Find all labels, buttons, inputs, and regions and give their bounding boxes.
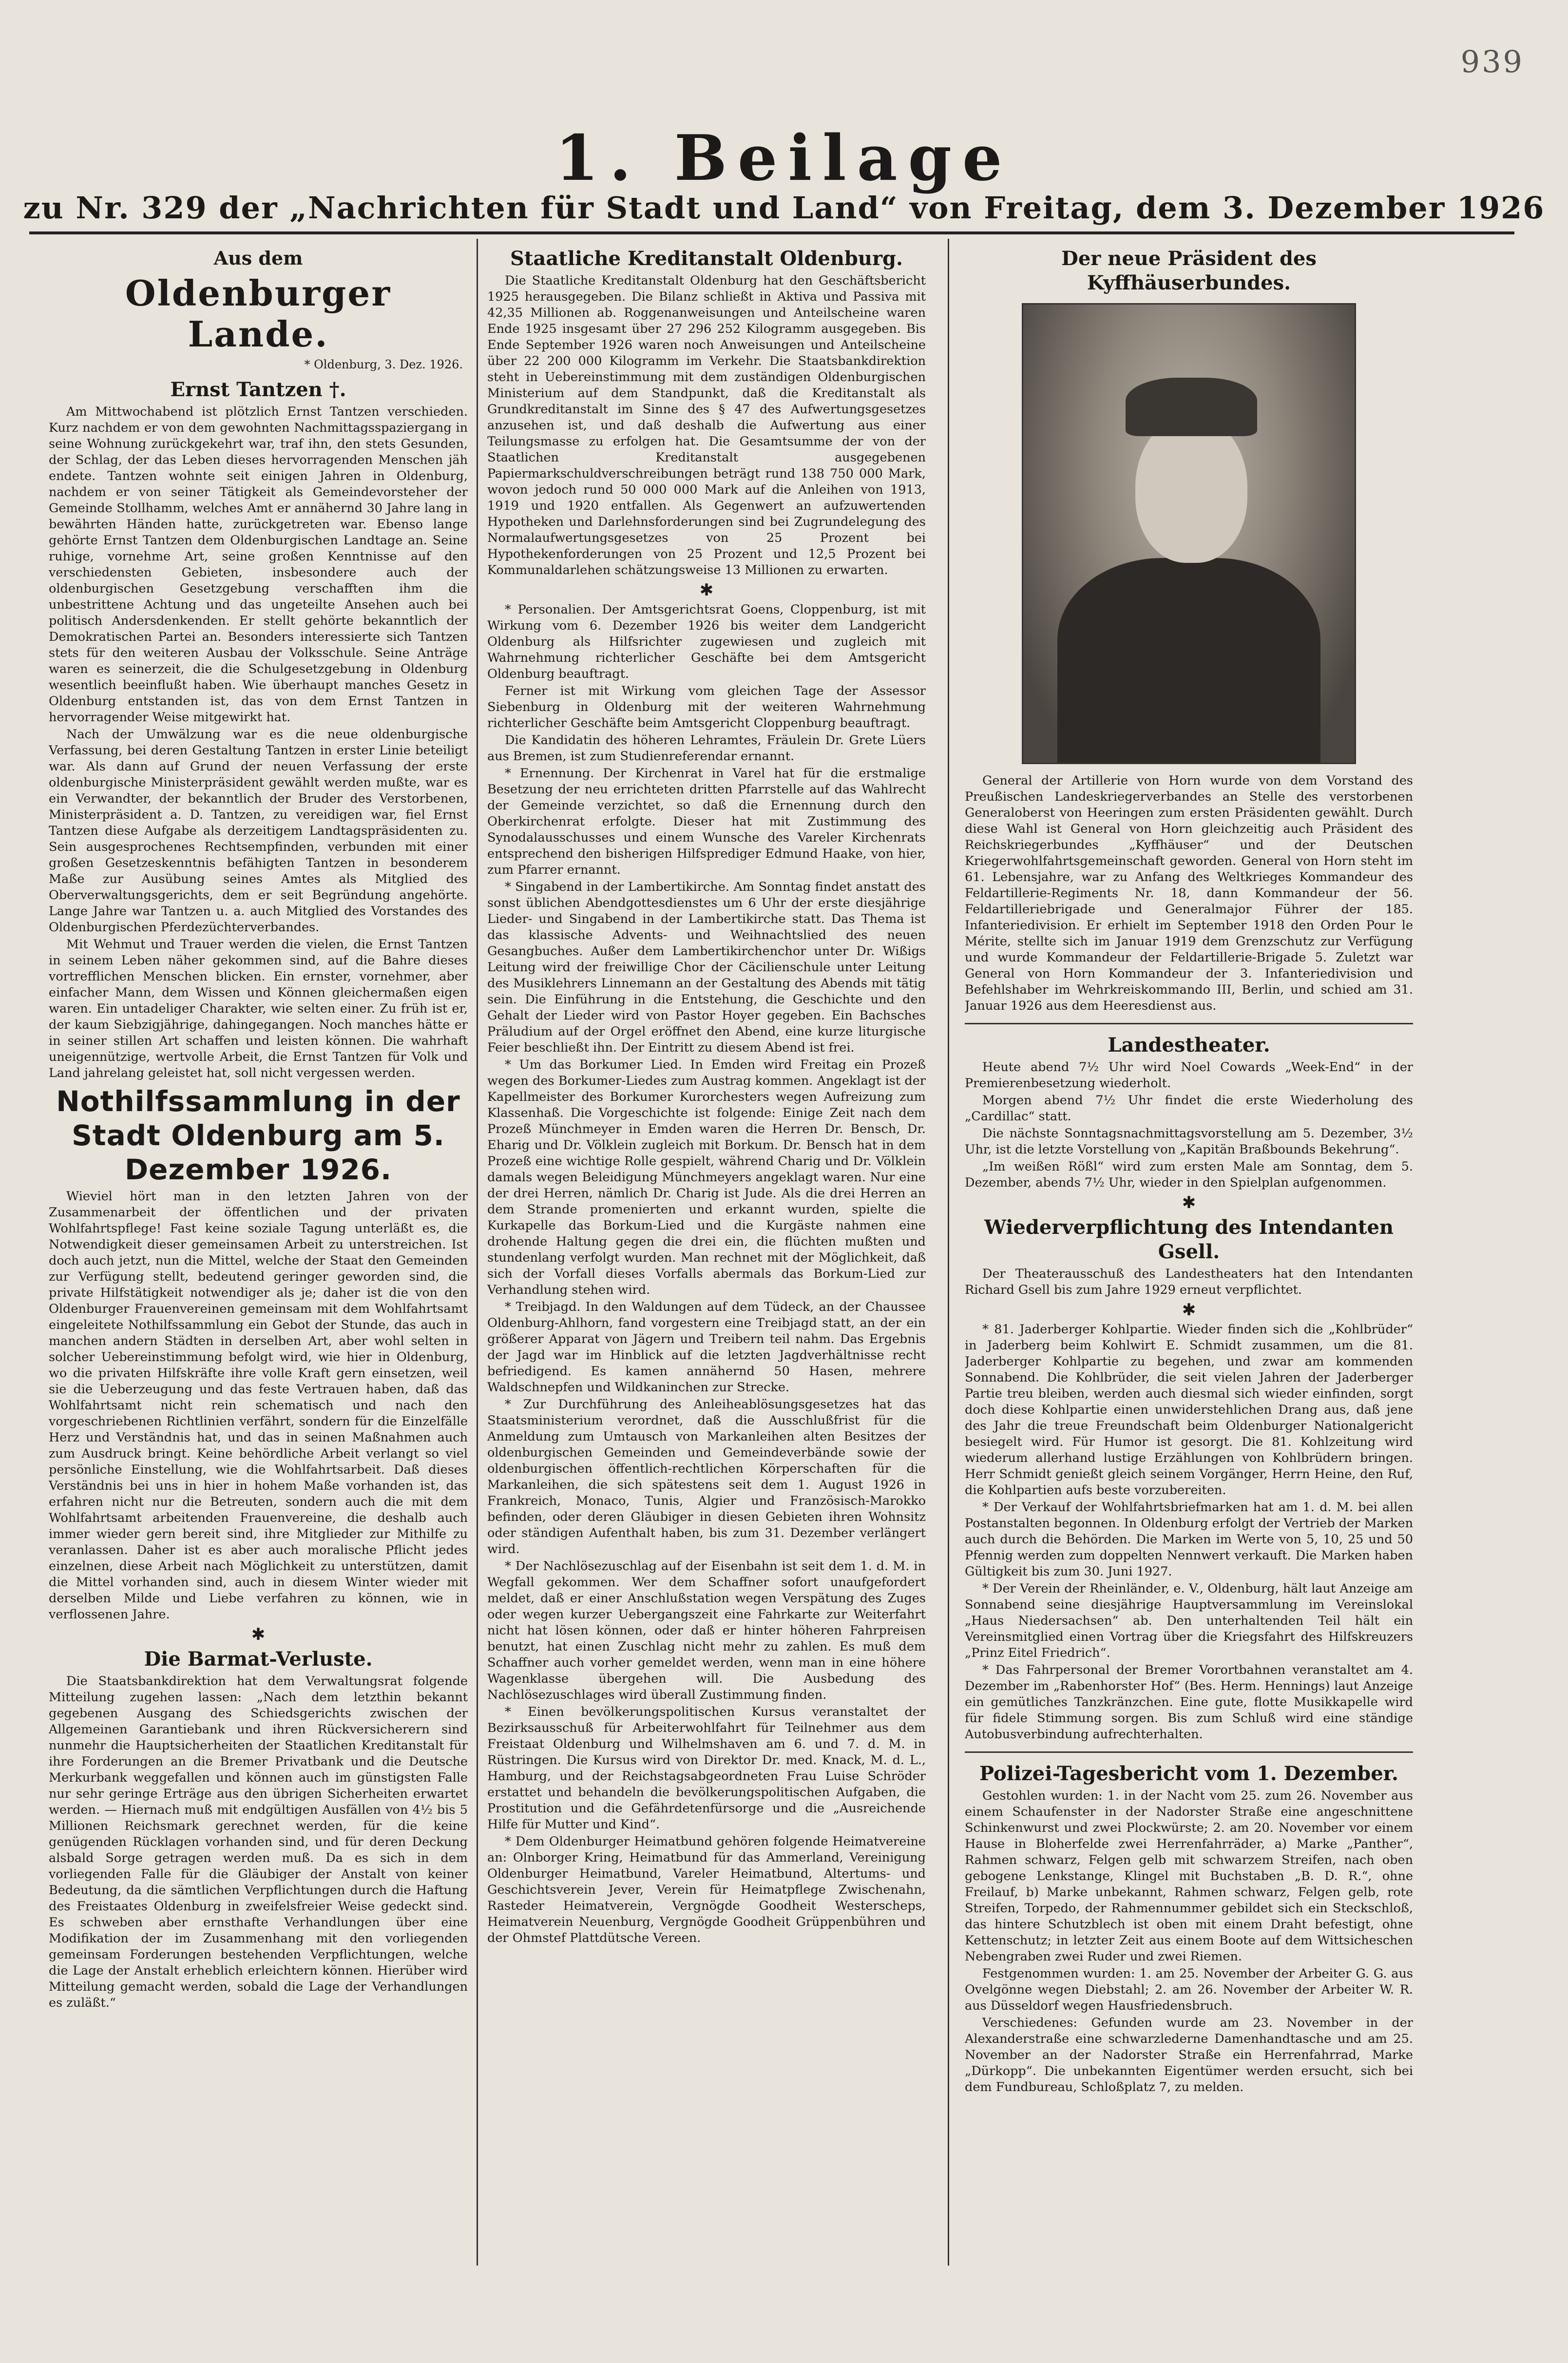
column-divider [948,239,949,2266]
article-paragraph: * Treibjagd. In den Waldungen auf dem Tüdeck, an der Chaussee Oldenburg-Ahlhorn, fand vorgestern eine Treibjagd statt, an der ein größerer Apparat von Jägern und Treibern teil nahm. Das Ergebnis der Jagd war im Hinblick auf die letzten Jagdverhältnisse recht befriedigend. Es kamen annähernd 50 Hasen, mehrere Waldschnepfen und Wildkaninchen zur Strecke. [487,1300,926,1395]
article-headline: Der neue Präsident des Kyffhäuserbundes. [1061,247,1317,294]
article-paragraph: Die nächste Sonntagsnachmittagsvorstellung am 5. Dezember, 3½ Uhr, ist die letzte Vorstellung von „Kapitän Braßbounds Bekehrung“. [965,1126,1413,1157]
article-paragraph: Am Mittwochabend ist plötzlich Ernst Tantzen verschieden. Kurz nachdem er von dem gewohnten Nachmittagsspaziergang in seine Wohnung zurückgekehrt war, traf ihn, den stets Gesunden, der Schlag, der das Leben dieses hervorragenden Menschen jäh endete. Tantzen wohnte seit einigen Jahren in Oldenburg, nachdem er von seiner Tätigkeit als Gemeindevorsteher der Gemeinde Stollhamm, welches Amt er annähernd 30 Jahre lang in bewährten Händen hatte, zurückgetreten war. Ebenso lange gehörte Ernst Tantzen dem Oldenburgischen Landtage an. Seine ruhige, vornehme Art, seine großen Kenntnisse auf den verschiedensten Gebieten, insbesondere auch der oldenburgischen Gesetzgebung verschafften ihm die unbestrittene Achtung und das ungeteilte Ansehen auch bei politisch Andersdenkenden. Er stellt gehörte bekanntlich der Demokratischen Partei an. Besonders interessierte sich Tantzen stets für den weiteren Ausbau der Volksschule. Seine Anträge waren es seinerzeit, die die Schulgesetzgebung in Oldenburg wesentlich beeinflußt haben. Wie überhaupt manches Gesetz in Oldenburg entstanden ist, das von dem Ernst Tantzen in hervorragender Weise mitgewirkt hat. [49,404,468,725]
separator-star: ✱ [1182,1300,1196,1320]
separator-star: ✱ [251,1625,266,1644]
supplement-title: 1. Beilage [555,122,1013,195]
article-paragraph: * Dem Oldenburger Heimatbund gehören folgende Heimatvereine an: Olnborger Kring, Heimatbund für das Ammerland, Vereinigung Oldenburger Heimatbund, Vareler Heimatbund, Altertums- und Geschichtsverein Jever, Verein für Heimatpflege Zwischenahn, Rasteder Heimatverein, Vergnögde Goodheit Westerscheps, Heimatverein Neuenburg, Vergnögde Goodheit Grüppenbühren und der Ohmstef Plattdütsche Vereen. [487,1834,926,1945]
photo-caption: General der Artillerie von Horn wurde von dem Vorstand des Preußischen Landeskriegerverbandes an Stelle des verstorbenen Generaloberst von Heeringen zum ersten Präsidenten gewählt. Durch diese Wahl ist General von Horn gleichzeitig auch Präsident des Reichskriegerbundes „Kyffhäuser“ und der Deutschen Kriegerwohlfahrtsgemeinschaft geworden. General von Horn steht im 61. Lebensjahre, war zu Anfang des Weltkrieges Kommandeur des Feldartillerie-Regiments Nr. 18, dann Kommandeur der 56. Feldartilleriebrigade und Generalmajor Führer der 185. Infanteriedivision. Er erhielt im September 1918 den Orden Pour le Mérite, stellte sich im Januar 1919 dem Grenzschutz zur Verfügung und wurde Kommandeur der Feldartillerie-Brigade 5. Zuletzt war General von Horn Kommandeur der 3. Infanteriedivision und Befehlshaber im Wehrkreiskommando III, Berlin, und schied am 31. Januar 1926 aus dem Heeresdienst aus. [965,773,1413,1013]
portrait-photo [1022,303,1356,764]
article-paragraph: Ferner ist mit Wirkung vom gleichen Tage der Assessor Siebenburg in Oldenburg mit der weiteren Wahrnehmung richterlicher Geschäfte beim Amtsgericht Cloppenburg beauftragt. [487,684,926,730]
article-paragraph: Die Staatliche Kreditanstalt Oldenburg hat den Geschäftsbericht 1925 herausgegeben. Die Bilanz schließt in Aktiva und Passiva mit 42,35 Millionen ab. Roggenanweisungen und Anteilscheine waren Ende 1925 insgesamt über 27 296 252 Kilogramm ausgegeben. Bis Ende September 1926 waren noch Anweisungen und Anteilscheine über 22 200 000 Kilogramm im Verkehr. Die Staatsbankdirektion steht in Uebereinstimmung mit dem zuständigen Oldenburgischen Ministerium auf dem Standpunkt, daß die Kreditanstalt als Grundkreditanstalt im Sinne des § 47 des Aufwertungsgesetzes anzusehen ist, und daß deshalb die Aufwertung aus einer Teilungsmasse zu erfolgen hat. Die Gesamtsumme der von der Staatlichen Kreditanstalt ausgegebenen Papiermarkschuldverschreibungen beträgt rund 138 750 000 Mark, wovon jedoch rund 50 000 000 Mark auf die Anleihen von 1913, 1919 und 1920 entfallen. Als Gegenwert an aufzuwertenden Hypotheken und Darlehnsforderungen sind bei Zugrundelegung des Normalaufwertungsgesetzes von 25 Prozent bei Hypothekenforderungen von 25 Prozent und 12,5 Prozent bei Kommunaldarlehen schätzungsweise 13 Millionen zu erwarten. [487,273,926,577]
article-paragraph: * Der Verkauf der Wohlfahrtsbriefmarken hat am 1. d. M. bei allen Postanstalten begonnen. In Oldenburg erfolgt der Vertrieb der Marken auch durch die Behörden. Die Marken im Werte von 5, 10, 25 und 50 Pfennig werden zum doppelten Nennwert verkauft. Die Marken haben Gültigkeit bis zum 30. Juni 1927. [965,1500,1413,1579]
article-headline: Landestheater. [1108,1034,1270,1057]
article-headline: Wiederverpflichtung des Intendanten Gsell. [984,1216,1394,1263]
article-paragraph: Die Kandidatin des höheren Lehramtes, Fräulein Dr. Grete Lüers aus Bremen, ist zum Studienreferendar ernannt. [487,733,926,764]
column-divider [477,239,478,2266]
article-headline: Ernst Tantzen †. [170,378,346,401]
article-headline: Staatliche Kreditanstalt Oldenburg. [510,247,903,270]
article-paragraph: Festgenommen wurden: 1. am 25. November der Arbeiter G. G. aus Ovelgönne wegen Diebstahl; 2. am 26. November der Arbeiter W. R. aus Düsseldorf wegen Hausfriedensbruch. [965,1966,1413,2013]
separator-star: ✱ [699,580,714,600]
article-paragraph: * Das Fahrpersonal der Bremer Vorortbahnen veranstaltet am 4. Dezember im „Rabenhorster Hof“ (Bes. Herm. Hennings) laut Anzeige ein gemütliches Tanzkränzchen. Eine gute, flotte Musikkapelle wird für fidele Stimmung sorgen. Bis zum Schluß wird eine ständige Autobusverbindung aufrechterhalten. [965,1663,1413,1742]
article-paragraph: Morgen abend 7½ Uhr findet die erste Wiederholung des „Cardillac“ statt. [965,1093,1413,1124]
article-paragraph: Die Staatsbankdirektion hat dem Verwaltungsrat folgende Mitteilung zugehen lassen: „Nach dem letzthin bekannt gegebenen Ausgang des Schiedsgerichts zwischen der Allgemeinen Garantiebank und ihren Rückversicherern sind nunmehr die Hauptsicherheiten der Staatlichen Kreditanstalt für ihre Forderungen an die Bremer Privatbank und die Deutsche Merkurbank weggefallen und können auch im günstigsten Falle nur sehr geringe Erträge aus den übrigen Sicherheiten erwartet werden. — Hiernach muß mit endgültigen Ausfällen von 4½ bis 5 Millionen Reichsmark gerechnet werden, für die keine genügenden Rücklagen vorhanden sind, und für deren Deckung alsbald Sorge getragen werden muß. Da es sich in dem vorliegenden Falle für die Gläubiger der Anstalt von keiner Bedeutung, da die sämtlichen Verpflichtungen durch die Haftung des Freistaates Oldenburg in zweifelsfreier Weise gedeckt sind. Es schweben aber ernsthafte Verhandlungen über eine Modifikation der im Zusammenhang mit den vorliegenden gemeinsam Forderungen bestehenden Verpflichtungen, welche die Lage der Anstalt erheblich erleichtern können. Hierüber wird Mitteilung gemacht werden, sobald die Lage der Verhandlungen es zuläßt.“ [49,1674,468,2010]
article-paragraph: Verschiedenes: Gefunden wurde am 23. November in der Alexanderstraße eine schwarzlederne Damenhandtasche und am 25. November an der Nadorster Straße ein Herrenfahrrad, Marke „Dürkopp“. Die unbekannten Eigentümer werden ersucht, sich bei dem Fundbureau, Schloßplatz 7, zu melden. [965,2016,1413,2094]
column-left [49,244,468,2193]
article-paragraph: Nach der Umwälzung war es die neue oldenburgische Verfassung, bei deren Gestaltung Tantzen in erster Linie beteiligt war. Als dann auf Grund der neuen Verfassung der erste oldenburgische Ministerpräsident gewählt werden mußte, war es ein Verwandter, der bekanntlich der Bruder des Verstorbenen, Ministerpräsident a. D. Tantzen, zu vereidigen war, fiel Ernst Tantzen diese Aufgabe als derzeitigem Landtagspräsidenten zu. Sein ausgesprochenes Rechtsempfinden, verbunden mit einer großen Gesetzeskenntnis befähigten Tantzen in besonderem Maße zur Ausübung seines Amtes als Mitglied des Oberverwaltungsgerichts, dem er seit Begründung angehörte. Lange Jahre war Tantzen u. a. auch Mitglied des Vorstandes des Oldenburgischen Pferdezüchterverbandes. [49,727,468,935]
section-kicker: Aus dem [213,247,303,269]
face-shape [1135,417,1247,563]
article-paragraph: Wieviel hört man in den letzten Jahren von der Zusammenarbeit der öffentlichen und der privaten Wohlfahrtspflege! Fast keine soziale Tagung unterläßt es, die Notwendigkeit dieser gemeinsamen Arbeit zu unterstreichen. Ist doch auch jetzt, nun die Mittel, welche der Staat den Gemeinden zur Verfügung stellt, bedeutend geringer geworden sind, die private Hilfstätigkeit notwendiger als je; daher ist die von den Oldenburger Frauenvereinen gemeinsam mit dem Wohlfahrtsamt eingeleitete Nothilfssammlung ein Gebot der Stunde, das auch in manchen andern Städten in derselben Art, aber wohl selten in solcher Uebereinstimmung befolgt wird, wie hier in Oldenburg, wo die privaten Hilfskräfte ihre volle Kraft gern einsetzen, weil sie die Ueberzeugung und das feste Vertrauen haben, daß das Wohlfahrtsamt nicht rein schematisch und nach den vorgeschriebenen Richtlinien verfährt, sondern für die Einzelfälle Herz und Verständnis hat, und das in seinen Maßnahmen auch zum Ausdruck bringt. Keine behördliche Arbeit verlangt so viel persönliche Einstellung, wie die Wohlfahrtsarbeit. Daß dieses Verständnis bei uns in hier in hohem Maße vorhanden ist, das erfahren nicht nur die Betreuten, sondern auch die mit dem Wohlfahrtsamt arbeitenden Frauenvereine, die deshalb auch immer wieder gern bereit sind, ihre Mitglieder zur Mithilfe zu veranlassen. Daher ist es aber auch moralische Pflicht jedes einzelnen, diese Arbeit nach Möglichkeit zu unterstützen, damit die Mittel vorhanden sind, auch in diesem Winter wieder mit derselben Milde und Liebe verfahren zu können, wie in verflossenen Jahre. [49,1189,468,1622]
cap-shape [1126,378,1257,436]
column-right [965,244,1413,2266]
article-paragraph: Heute abend 7½ Uhr wird Noel Cowards „Week-End“ in der Premierenbesetzung wiederholt. [965,1060,1413,1091]
article-paragraph: * Ernennung. Der Kirchenrat in Varel hat für die erstmalige Besetzung der neu errichteten dritten Pfarrstelle auf das Wahlrecht der Gemeinde verzichtet, so daß die Ernennung durch den Oberkirchenrat erfolgte. Dieser hat mit Zustimmung des Synodalausschusses und einem Wunsche des Vareler Kirchenrats entsprechend den bisherigen Hilfsprediger Edmund Haake, von hier, zum Pfarrer ernannt. [487,766,926,877]
article-paragraph: „Im weißen Rößl“ wird zum ersten Male am Sonntag, dem 5. Dezember, abends 7½ Uhr, wieder in den Spielplan aufgenommen. [965,1159,1413,1190]
article-paragraph: Mit Wehmut und Trauer werden die vielen, die Ernst Tantzen in seinem Leben näher gekommen sind, auf die Bahre dieses vortrefflichen Menschen blicken. Ein ernster, vornehmer, aber einfacher Mann, dem Wissen und Können gleichermaßen eigen waren. Ein untadeliger Charakter, wie selten einer. Zu früh ist er, der kaum Siebzigjährige, dahingegangen. Noch manches hätte er in seiner stillen Art schaffen und leisten können. Die wahrhaft uneigennützige, wertvolle Arbeit, die Ernst Tantzen für Volk und Land jahrelang geleistet hat, soll nicht vergessen werden. [49,937,468,1080]
article-paragraph: Gestohlen wurden: 1. in der Nacht vom 25. zum 26. November aus einem Schaufenster in der Nadorster Straße eine angeschnittene Schinkenwurst und zwei Plockwürste; 2. am 20. November vor einem Hause in Bloherfelde zwei Herrenfahrräder, a) Marke „Panther“, Rahmen schwarz, Felgen gelb mit schwarzem Streifen, nach oben gebogene Lenkstange, Klingel mit Buchstaben „B. D. R.“, ohne Freilauf, b) Marke unbekannt, Rahmen schwarz, Felgen gelb, rote Streifen, Torpedo, der Rahmennummer gebildet sich ein Steckschloß, das hintere Schutzblech ist oben mit einem Draht befestigt, ohne Kettenschutz; in letzter Zeit aus einem Boote auf dem Wittsicheschen Nebengraben zwei Ruder und zwei Riemen. [965,1788,1413,1964]
article-headline: Polizei-Tagesbericht vom 1. Dezember. [979,1762,1398,1785]
article-paragraph: * Personalien. Der Amtsgerichtsrat Goens, Cloppenburg, ist mit Wirkung vom 6. Dezember 1926 bis weiter dem Landgericht Oldenburg als Hilfsrichter zugewiesen und zugleich mit Wahrnehmung richterlicher Geschäfte bei dem Amtsgericht Oldenburg beauftragt. [487,602,926,681]
article-headline: Nothilfssammlung in der Stadt Oldenburg am 5. Dezember 1926. [56,1085,460,1186]
dateline: * Oldenburg, 3. Dez. 1926. [304,358,463,371]
section-rule [965,1023,1413,1024]
article-paragraph: Der Theaterausschuß des Landestheaters hat den Intendanten Richard Gsell bis zum Jahre 1929 erneut verpflichtet. [965,1267,1413,1297]
article-paragraph: * Um das Borkumer Lied. In Emden wird Freitag ein Prozeß wegen des Borkumer-Liedes zum Austrag kommen. Angeklagt ist der Kapellmeister des Borkumer Kurorchesters wegen Aufreizung zum Klassenhaß. Die Vorgeschichte ist folgende: Einige Zeit nach dem Prozeß Münchmeyer in Emden waren die Herren Dr. Bensch, Dr. Eharig und Dr. Völklein zugleich mit Borkum. Dr. Bensch hat in dem Prozeß eine wichtige Rolle gespielt, während Charig und Dr. Völklein damals wegen Beleidigung Münchmeyers angeklagt waren. Nur eine der drei Herren, nämlich Dr. Charig ist Jude. Als die drei Herren an dem Strande promenierten und erkannt wurden, spielte die Kurkapelle das Borkum-Lied und die Kurgäste nahmen eine drohende Haltung gegen die drei ein, die flüchten mußten und stundenlang verfolgt wurden. Man rechnet mit der Möglichkeit, daß sich der Vorfall dieses Vorfalls abermals das Borkum-Lied zur Verhandlung stehen wird. [487,1057,926,1297]
issue-subtitle: zu Nr. 329 der „Nachrichten für Stadt und Land“ von Freitag, dem 3. Dezember 1926 [23,190,1545,226]
article-paragraph: * Einen bevölkerungspolitischen Kursus veranstaltet der Bezirksausschuß für Arbeiterwohlfahrt für Teilnehmer aus dem Freistaat Oldenburg und Wilhelmshaven am 6. und 7. d. M. in Rüstringen. Die Kursus wird von Direktor Dr. med. Knack, M. d. L., Hamburg, und der Reichstagsabgeordneten Frau Luise Schröder erstattet und behandeln die bevölkerungspolitischen Aufgaben, die Prostitution und die Gefährdetenfürsorge und die „Ausreichende Hilfe für Mutter und Kind“. [487,1705,926,1832]
uniform-shape [1057,558,1320,763]
column-middle [487,244,926,2266]
article-paragraph: * Zur Durchführung des Anleiheablösungsgesetzes hat das Staatsministerium verordnet, daß die Ausschlußfrist für die Anmeldung zum Umtausch von Markanleihen alten Besitzes der oldenburgischen Gemeinden und Gemeindeverbände sowie der oldenburgischen öffentlich-rechtlichen Körperschaften für die Markanleihen, die sich spätestens seit dem 1. August 1926 in Frankreich, Monaco, Tunis, Algier und Französisch-Marokko befinden, oder deren Gläubiger in diesen Gebieten ihren Wohnsitz oder ständigen Aufenthalt haben, bis zum 31. Dezember verlängert wird. [487,1397,926,1556]
article-paragraph: * Singabend in der Lambertikirche. Am Sonntag findet anstatt des sonst üblichen Abendgottesdienstes um 6 Uhr der erste diesjährige Lieder- und Singabend in der Lambertikirche statt. Das Thema ist das klassische Advents- und Weihnachtslied des neuen Gesangbuches. Außer dem Lambertikirchenchor unter Dr. Wißigs Leitung wird der freiwillige Chor der Cäcilienschule unter Leitung des Musiklehrers Linnemann an der Gestaltung des Abends mit tätig sein. Die Einführung in die Entstehung, die Geschichte und den Gehalt der Lieder wird von Pastor Hoyer gegeben. Ein Bachsches Präludium auf der Orgel eröffnet den Abend, eine kurze liturgische Feier beschließt ihn. Der Eintritt zu diesem Abend ist frei. [487,880,926,1055]
section-title: Oldenburger Lande. [125,272,392,355]
separator-star: ✱ [1182,1193,1196,1212]
section-rule [965,1751,1413,1753]
article-paragraph: * 81. Jaderberger Kohlpartie. Wieder finden sich die „Kohlbrüder“ in Jaderberg beim Kohlwirt E. Schmidt zusammen, um die 81. Jaderberger Kohlpartie zu begehen, und zwar am kommenden Sonnabend. Die Kohlbrüder, die seit vielen Jahren der Jaderberger Partie treu bleiben, werden auch diesmal sich wieder einfinden, sorgt doch diese Kohlpartie einen unwiderstehlichen Drang aus, daß jene des Jahr die treue Freundschaft beim Oldenburger Nationalgericht besiegelt wird. Für Humor ist gesorgt. Die 81. Kohlzeitung wird wiederum allerhand lustige Erzählungen von Kohlbrüdern bringen. Herr Schmidt genießt gleich seinem Vorgänger, Herrn Heine, den Ruf, die Kohlpartien aufs beste vorzubereiten. [965,1322,1413,1498]
article-headline: Die Barmat-Verluste. [144,1648,373,1671]
page-number: 939 [1460,44,1524,79]
masthead-rule [29,231,1514,234]
article-paragraph: * Der Nachlösezuschlag auf der Eisenbahn ist seit dem 1. d. M. in Wegfall gekommen. Wer dem Schaffner sofort unaufgefordert meldet, daß er einer Anschlußstation wegen Verspätung des Zuges oder wegen kurzer Uebergangszeit eine Fahrkarte zur Weiterfahrt nicht hat lösen können, oder daß er hinter höheren Fahrpreisen benutzt, hat einen Zuschlag nicht mehr zu zahlen. Es muß dem Schaffner auch vorher gemeldet werden, wenn man in eine höhere Wagenklasse übergehen will. Die Ausbedung des Nachlösezuschlages wird überall Zustimmung finden. [487,1559,926,1702]
article-paragraph: * Der Verein der Rheinländer, e. V., Oldenburg, hält laut Anzeige am Sonnabend seine diesjährige Hauptversammlung im Vereinslokal „Haus Niedersachsen“ ab. Den unterhaltenden Teil hält ein Vereinsmitglied einen Vortrag über die Kriegsfahrt des Hilfskreuzers „Prinz Eitel Friedrich“. [965,1581,1413,1660]
